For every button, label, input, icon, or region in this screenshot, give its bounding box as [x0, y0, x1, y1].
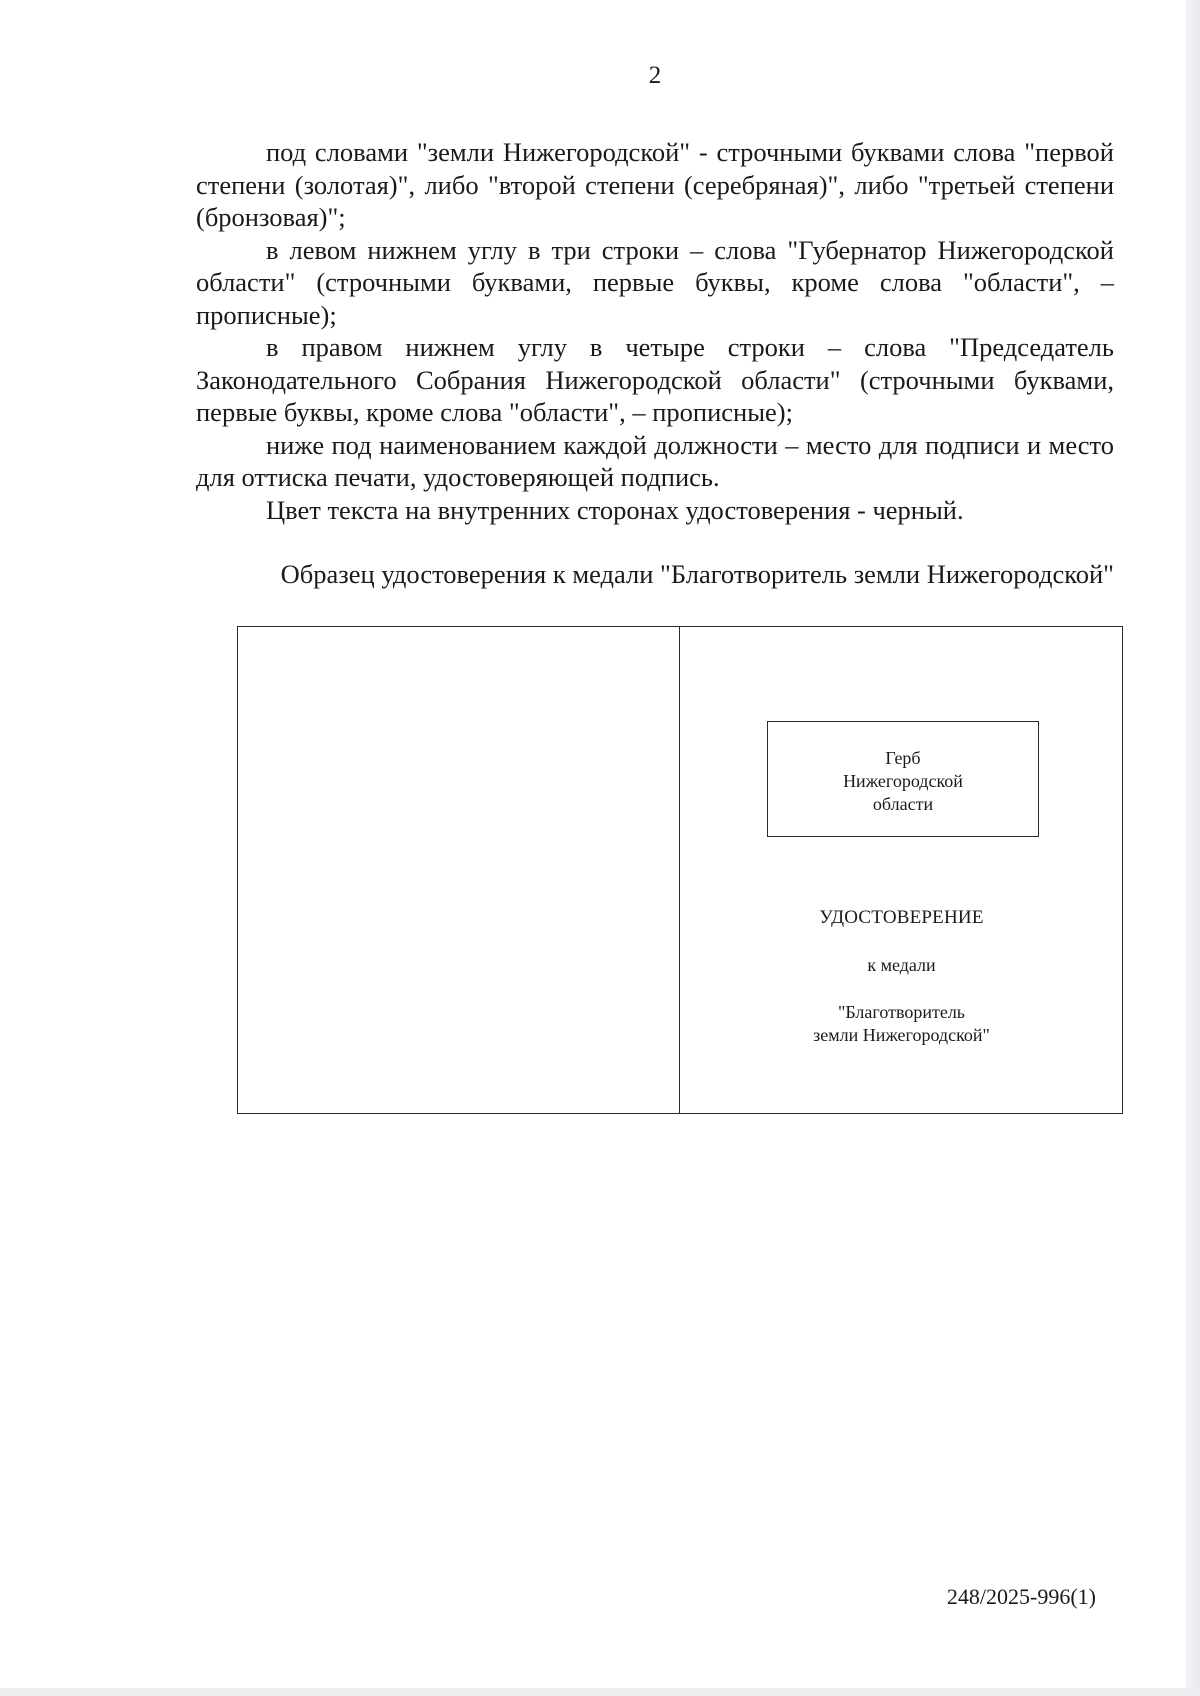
body-text — [196, 136, 1114, 526]
document-code: 248/2025-996(1) — [946, 1584, 1096, 1609]
paragraph: в левом нижнем углу в три строки – слова "Губернатор Нижегородской области" (строчными буквами, первые буквы, кроме слова "области", – прописные); — [196, 234, 1114, 330]
paragraph: в правом нижнем углу в четыре строки – слова "Председатель Законодательного Собрания Нижегородской области" (строчными буквами, первые буквы, кроме слова "области", – прописные); — [196, 332, 1114, 427]
paragraph: под словами "земли Нижегородской" - строчными буквами слова "первой степени (золотая)", либо "второй степени (серебряная)", либо "третьей степени (бронзовая)"; — [196, 137, 1114, 232]
certificate-subtitle: к медали — [867, 955, 936, 975]
emblem-line: области — [872, 794, 934, 814]
paragraph: Цвет текста на внутренних сторонах удостоверения - черный. — [266, 494, 964, 525]
emblem-line: Герб — [885, 748, 921, 768]
medal-name-line: земли Нижегородской" — [813, 1025, 990, 1045]
page-number: 2 — [648, 62, 662, 89]
certificate-right-panel — [681, 627, 1122, 1113]
medal-name — [681, 1001, 1122, 1047]
certificate-title: УДОСТОВЕРЕНИЕ — [819, 907, 984, 928]
certificate-fold-line — [679, 627, 680, 1113]
certificate-sample — [237, 626, 1123, 1114]
paragraph: ниже под наименованием каждой должности – место для подписи и место для оттиска печати, удостоверяющей подпись. — [196, 429, 1114, 492]
certificate-left-panel — [238, 627, 679, 1113]
emblem-line: Нижегородской — [843, 771, 963, 791]
medal-name-line: "Благотворитель — [837, 1002, 966, 1022]
scan-edge — [0, 1688, 1200, 1696]
scan-edge — [1186, 0, 1200, 1696]
sample-caption: Образец удостоверения к медали "Благотворитель земли Нижегородской" — [280, 559, 1114, 589]
emblem-placeholder — [767, 721, 1039, 837]
